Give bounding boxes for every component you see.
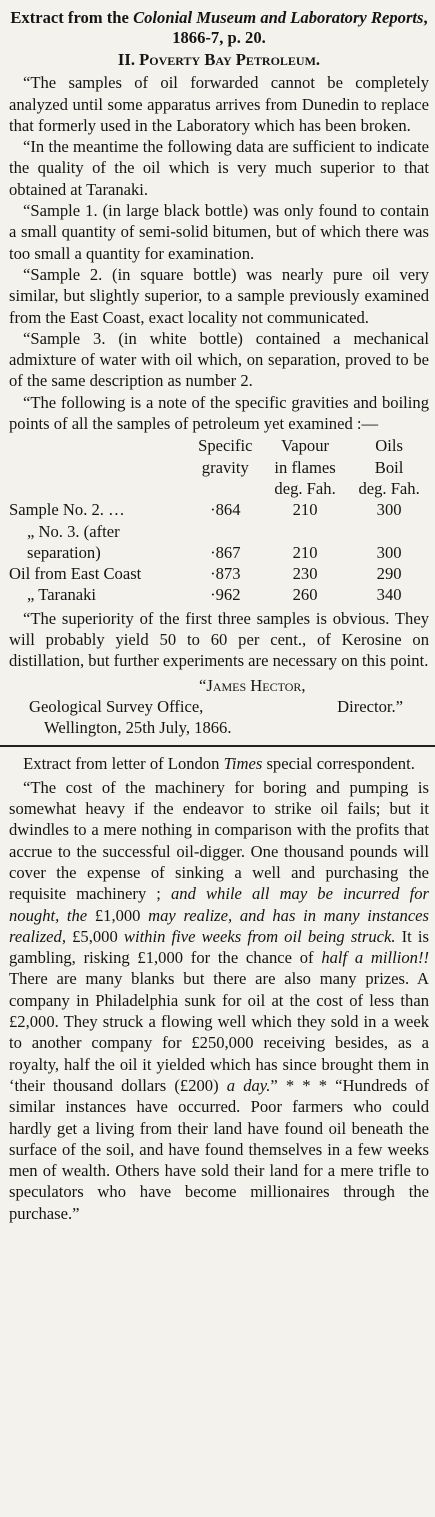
heading-italic-title: Times <box>223 753 263 773</box>
extract2-heading <box>9 753 429 774</box>
heading-text-suffix: , 1866-7, p. 20. <box>172 8 428 47</box>
paragraph-5: “Sample 3. (in white bottle) contained a mechanical admixture of water with oil which, on separation, proved to be of the same description as number 2. <box>9 328 429 391</box>
table-row <box>9 499 429 520</box>
italic-run: and while all may be incurred for nought, the <box>9 884 429 925</box>
signature-place-date: Wellington, 25th July, 1866. <box>44 718 232 738</box>
row-vapour: 210 <box>292 500 318 520</box>
petroleum-table <box>9 435 429 605</box>
paragraph-2: “In the meantime the following data are sufficient to indicate the quality of the oil which is very much superior to that obtained at Taranaki. <box>9 137 429 199</box>
row-boil: 300 <box>376 542 402 562</box>
table-header-row <box>9 435 429 499</box>
text-run: There are many blanks but there are also many prizes. A company in Philadelphia sunk for oil at the cost of less than £2,000. They struck a flowing well which they sold in a week to another company for £250,000 receiving besides, as a royalty, half the oil it yielded which has since brought them in ‘their thousand dollars (£200) <box>9 969 429 1095</box>
heading-text: Extract from letter of London <box>23 753 224 773</box>
row-gravity: ·867 <box>210 542 241 562</box>
italic-run: may realize, and has in many instances realized, <box>9 905 430 946</box>
italic-run: half a million!! <box>321 948 429 968</box>
paragraph-6: “The following is a note of the specific gravities and boiling points of all the samples of petroleum yet examined :— <box>9 392 429 434</box>
header-gravity: Specific gravity <box>198 436 253 477</box>
paragraph-4: “Sample 2. (in square bottle) was nearly pure oil very similar, but slightly superior, to a sample previously examined from the East Coast, exact locality not communicated. <box>9 264 429 327</box>
text-run: £1,000 <box>87 905 149 925</box>
signature-office: Geological Survey Office, <box>29 696 204 716</box>
heading-text-suffix: special correspondent. <box>262 753 415 773</box>
italic-run: a day. <box>226 1075 271 1095</box>
header-vapour: Vapour in flames deg. Fah. <box>274 436 336 498</box>
text-run: ” * * * “Hundreds of similar instances have occurred. Poor farmers who could hardly get a living from their land have found oil beneath the surface of the soil, and have found themselves in a few weeks men of wealth. Others have sold their land for a mere trifle to speculators who have become millionaires through the purchase.” <box>9 1075 429 1223</box>
row-label: „ No. 3. (after <box>27 521 120 541</box>
row-boil: 290 <box>376 564 402 584</box>
row-gravity: ·864 <box>210 500 241 520</box>
row-boil: 300 <box>376 500 402 520</box>
extract2-paragraph <box>9 777 429 1224</box>
signature-title: Director.” <box>337 696 403 716</box>
signature-name: “James Hector, <box>199 675 306 695</box>
row-boil: 340 <box>376 585 402 605</box>
row-label: Oil from East Coast <box>9 564 142 584</box>
heading-text: Extract from the <box>10 8 134 27</box>
row-vapour: 210 <box>292 542 318 562</box>
row-gravity: ·962 <box>210 585 241 605</box>
row-vapour: 230 <box>292 564 318 584</box>
table-row <box>9 584 429 605</box>
row-vapour <box>261 521 349 542</box>
paragraph-3: “Sample 1. (in large black bottle) was only found to contain a small quantity of semi-solid bitumen, but of which there was too small a quantity for examination. <box>9 201 429 263</box>
paragraph-1: “The samples of oil forwarded cannot be completely analyzed until some apparatus arrives from Dunedin to replace that formerly used in the Laboratory which has been broken. <box>9 73 429 135</box>
text-run: “The cost of the machinery for boring and pumping is somewhat heavy if the endeavor to strike oil fails; but it dwindles to a mere nothing in comparison with the profits that accrue to the successful oil-digger. One thousand pounds will cover the expense of sinking a well and purchasing the requisite machinery ; <box>9 777 429 904</box>
row-label: separation) <box>27 542 101 562</box>
text-run: It is gambling, risking £1,000 for the chance of <box>9 926 429 968</box>
italic-run: within five weeks from oil being struck. <box>123 926 396 946</box>
row-label: Sample No. 2. … <box>9 500 125 520</box>
table-row <box>9 563 429 584</box>
row-vapour: 260 <box>292 585 318 605</box>
row-boil <box>349 521 429 542</box>
header-boil: Oils Boil deg. Fah. <box>358 436 420 498</box>
extract1-heading <box>9 8 429 48</box>
signature-office-line <box>9 696 429 717</box>
section-divider <box>0 745 435 747</box>
closing-paragraph: “The superiority of the first three samples is obvious. They will probably yield 50 to 60 per cent., of Kerosine on distillation, but further experiments are necessary on this point. <box>9 608 429 671</box>
row-gravity <box>190 521 261 542</box>
table-row <box>9 521 429 542</box>
table-row <box>9 542 429 563</box>
row-label: „ Taranaki <box>27 585 97 605</box>
extract1-subheading: II. Poverty Bay Petroleum. <box>117 50 321 69</box>
text-run: £5,000 <box>66 926 124 946</box>
row-gravity: ·873 <box>210 564 241 584</box>
heading-italic-title: Colonial Museum and Laboratory Reports <box>133 8 424 27</box>
